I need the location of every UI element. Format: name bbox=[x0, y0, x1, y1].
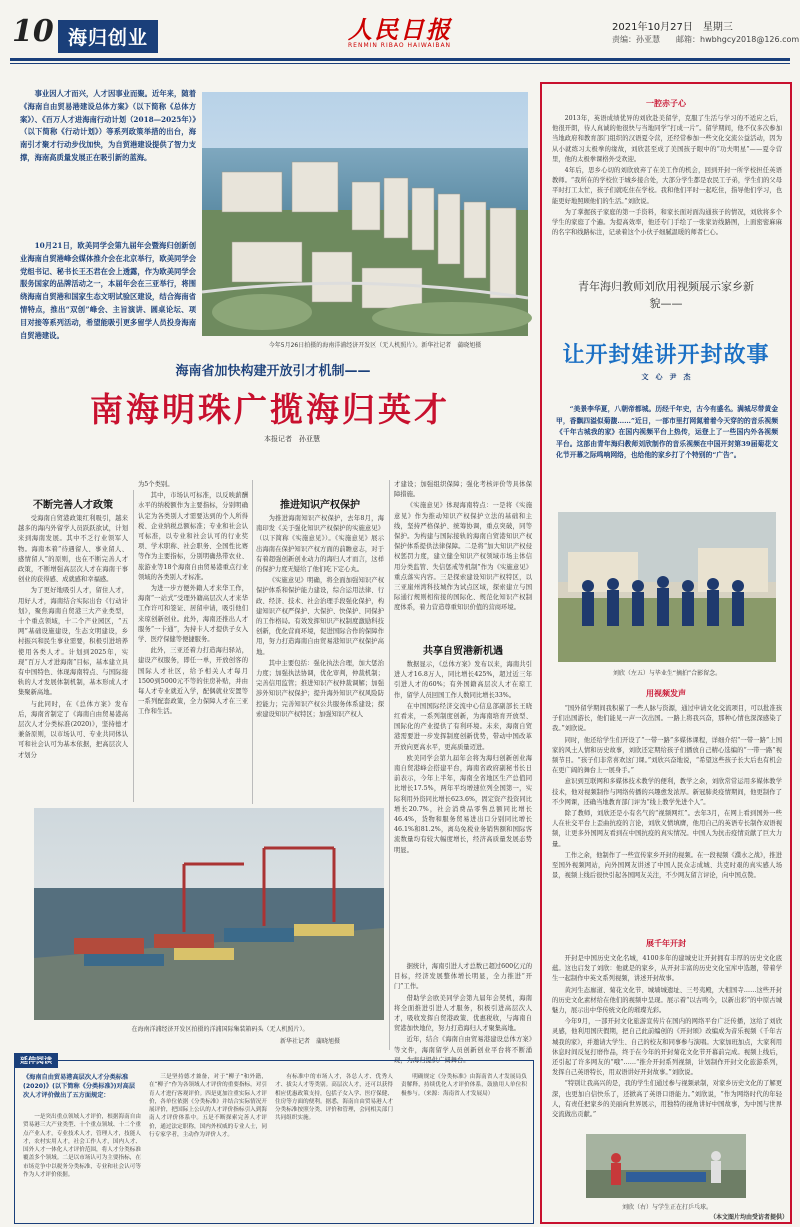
sidebar-paragraph: 黄河生态廊道、菊花文化节、城墙城遗址、三号夷殿，大相国寺……这些开封的历史文化素材给在他们的视频中呈现。展示着“以古鸣今，以新出彩”的中原古城魅力，展示出中华传统文化的璀璨光彩。 bbox=[552, 986, 782, 1015]
sidebar-paragraph: 同时，他还给学生们开设了“一带一路”多媒体课程，详细介绍“一带一路”上国家的风土人情和历史故事，刘欣还定期给孩子们播放自己精心选编的“一带一路”视频节目。“孩子们非常喜欢这门课。”刘欣兴奋地说，“希望这些孩子长大后也有机会在更广阔的舞台上一展身手。” bbox=[552, 736, 782, 775]
editor-line: 责编：孙亚慧 邮箱：hwbhgcy2018@126.com bbox=[612, 35, 800, 44]
body-paragraph: 《实施意见》体现海南特点：一是将《实施意见》作为推动知识产权保护立法的基础和主线，坚持严格保护、统筹协调，重点突破，同等保护。为构建与国际接轨的海南自贸港知识产权保护体系提供法律保障。二是将“加大知识产权侵权惩罚力度，建立健全知识产权领域市场主体信用分类监管、失信惩戒等机制”作为《实施意见》重点落实内容。三是探索建设知识产权特区，以三亚崖州湾科技城作为试点区域，探索建立与国际通行规则相衔接的国际化、规范化知识产权制度体系，着力营造尊重知识价值的营商环境。 bbox=[394, 502, 532, 612]
sidebar-section3-title: 展千年开封 bbox=[646, 939, 686, 948]
sidebar-section2-title: 用视频发声 bbox=[646, 689, 686, 698]
column-rule bbox=[133, 490, 134, 802]
appendix-paragraph: 一是突出重点领域人才评价，根据海南自由贸易港三大产业类型、十个重点领域、十二个重点产业人才，专业技术人才，管理人才，技能人才，农村实用人才，社会工作人才，国内人才、国外人才一体化人才评价范围，将人才分类标准覆盖多个领域。二是以市场认可为主要指标，在市场竞争中以税务分类标准，专业和社会认可等作为人才评价依据。 bbox=[23, 1114, 141, 1179]
sidebar-paragraph: 除了教师，刘欣还是小有名气的“视频网红”。去年3月，在网上看到国外一些人在社交平台上歪曲抗疫的言论，刘欣义愤填膺，他用自己的英语专长制作双语视频，让更多外国网友看到在中国抗疫的真实情况。中国人为抗击疫情贡献了巨大力量。 bbox=[552, 810, 782, 848]
lead-photo bbox=[202, 92, 528, 336]
appendix-col-4 bbox=[401, 1073, 527, 1219]
sidebar-s2 bbox=[552, 704, 782, 936]
section3-title: 共享自贸港新机遇 bbox=[423, 646, 503, 657]
group-photo-image bbox=[558, 512, 776, 662]
body-paragraph: 在中国国际经济交流中心信息部副部长王晓红看来，一系列制度创新，为海南培育开放型、国际化的产业提供了有利环境。未来，海南自贸港需要进一步发挥制度创新优势，带动中国改革开放向更高水平，更高质量迈进。 bbox=[394, 702, 532, 751]
column-rule bbox=[389, 480, 390, 1050]
sidebar-paragraph: 今年9月，一部开封文化旅游宣传片在国内的网络平台广泛传播，这给了刘欣灵感，他利用国庆假期，把自己此前编创的《开封颂》改编成为音乐视频《千年古城我的家》，并邀请大学生、自己的校友和同事参与演唱。大家加班加点，大家利用休息时间反复打磨作品，终于在今年的开封菊花文化节开幕前完成。视频上线后，还引起了许多网友的“哦”……“推介开封系列视频，计划制作开封文化旅游系列，发挥自己英语特长，用双语讲好开封故事。”刘欣说。 bbox=[552, 1018, 782, 1077]
body-paragraph: 为进一步方便外籍人才来华工作，海南“一站式”受理外籍高层次人才来华工作许可和签证、居留申请，吸引他们来琼创新创业。此外，海南还推出人才服务“一卡通”，为持卡人才提供子女入学、医疗保健等便捷服务。 bbox=[138, 585, 248, 644]
sidebar-paragraph: “特别让我高兴的是，我的学生们通过参与视频录制，对家乡历史文化的了解更深，也更加自信快乐了，还掀高了英语口语能力。”刘欣说，“作为网络时代的年轻人，有责任把家乡的美丽向世界展示，用独特的视角讲好中国故事，为中国与世界交流做出贡献。” bbox=[552, 1080, 782, 1119]
body-col-5 bbox=[394, 962, 532, 1064]
sidebar-headline: 让开封娃讲开封故事 bbox=[562, 342, 770, 368]
sidebar-paragraph: 2013年，英语成绩优异的刘欣赴美留学，克服了生活与学习的不适应之后，他很开朗，待人真诚的他很快与当地同学“打成一片”。留学期间，他不仅多次参加当地政府和教育部门组织的汉语夏令营，还经常参加一些文化交流公益活动，因为从小就练习太极拳的缘故，刘欣甚至成了美国孩子眼中的“功夫明星”——夏令营里，他的太极拳课格外受欢迎。 bbox=[552, 115, 782, 163]
body-paragraph: 借助学会欧美同学会第九届年会契机，海南将全面推进引进人才服务，积极引进高层次人才，吸收发挥自贸港政策、优惠税收，与海南自贸港加快地位，努力打造海归人才聚集高地。 bbox=[394, 994, 532, 1033]
header-rule-thin bbox=[10, 63, 790, 64]
body-paragraph: 其中，市场认可标准，以反映薪酬水平的纳税额作为主要指标，分别明确认定为各类别人才需要达到的个人所得税、企业纳税总额标准；专业和社会认可标准，以专业和社会认可的行业奖项、学术职称、社会职务、全国性比赛等作为主要指标，分别明确热带农业、旅游业等18个海南自由贸易港重点行业领域的各类别人才标准。 bbox=[138, 492, 248, 581]
aerial-city-image bbox=[202, 92, 528, 336]
appendix-col-3 bbox=[275, 1073, 393, 1219]
body-col-2 bbox=[138, 480, 248, 804]
sidebar-paragraph: 意识到互联网和多媒体技术教学的便利，教学之余，刘欣常常运用多媒体教学技术，他对视频制作与网络传播的兴趣愈发浓厚。新冠肺炎疫情期间，他更制作了不少网课，还确当地教育部门评为“线上教学先进个人”。 bbox=[552, 778, 782, 806]
sidebar-paragraph: “国外留学期间我积累了一些人脉与资源，通过申请文化交流项目，可以批准孩子们出国游长，他们能见一声一次出国。一路上将我兴奋，那种心情也深深感染了我。”刘欣说。 bbox=[552, 705, 782, 733]
body-paragraph: 此外，三亚还着力打造海归驿站，建设产权服务，即任一单，开放创客的国际人才社区，给予相关人才每月1500到5000元不等的住房补贴，并由每人才专业就近入学，配偶就业安置等一系列配套政策，全力保障人才在三亚工作和生活。 bbox=[138, 647, 248, 716]
body-col-3 bbox=[256, 514, 384, 804]
body-paragraph: 为推进海南知识产权保护，去年8月，海南印发《关于强化知识产权保护的实施意见》（以下简称《实施意见》）。《实施意见》展示出海南在保护知识产权方面的前瞻意志，对于有着超强创新创业动力的海归人才而言，这样的保护力度无疑给了他们吃下定心丸。 bbox=[256, 515, 384, 574]
sidebar-photo-2 bbox=[586, 1134, 746, 1198]
section-title: 海归创业 bbox=[58, 20, 158, 53]
body-paragraph: 为5个类别。 bbox=[138, 481, 174, 488]
sidebar-box bbox=[540, 82, 792, 1224]
sidebar-s3 bbox=[552, 954, 782, 1132]
lead-kicker: 海南省加快构建开放引才机制—— bbox=[175, 364, 371, 379]
lead-headline: 南海明珠广揽海归英才 bbox=[90, 390, 450, 429]
sidebar-section1-title: 一腔赤子心 bbox=[646, 99, 686, 108]
port-photo-caption: 在海南洋浦经济开发区拍摄的洋浦国际集装箱码头（无人机照片）。 bbox=[131, 1026, 309, 1033]
body-paragraph: 据统计，海南引进人才总数已超过600亿元的目标，经济发展整体增长明显，全力推进“开门”工作。 bbox=[394, 963, 532, 991]
sidebar-photo bbox=[558, 512, 776, 662]
lead-photo-caption: 今年5月26日拍摄的海南洋浦经济开发区（无人机照片）。新华社记者 蒲晓旭摄 bbox=[268, 342, 482, 349]
body-paragraph: 欧美同学会第九届年会将为海归创新创业海南自贸港峰会搭建平台，海南省政府副秘书长日前表示，今年上半年，海南全省地区生产总值同比增长17.5%，两年平均增速位列全国第一，实际利用外资同比增长623.6%，固定资产投资同比增长20.7%，社会消费品零售总额同比增长46.4%，货物和服务贸易进出口分别同比增长46.1%和81.2%，离岛免税业务销售额和国际客流数量均有较大幅度增长，经济高质量发展态势明显。 bbox=[394, 754, 532, 854]
pingpong-photo-image bbox=[586, 1134, 746, 1198]
column-rule bbox=[252, 480, 253, 804]
body-col-1 bbox=[18, 514, 128, 804]
page-number: 10 bbox=[12, 14, 54, 49]
sidebar-photo2-caption: 刘欣（右）与学生正在打乒乓球。 bbox=[621, 1204, 712, 1211]
page-header bbox=[0, 0, 800, 72]
port-photo bbox=[34, 808, 384, 1020]
appendix-box bbox=[14, 1060, 534, 1224]
appendix-col-1 bbox=[23, 1113, 141, 1219]
body-paragraph: 与此同时，在《总体方案》发布后，海南省制定了《海南自由贸易港高层次人才分类标准(2020)》，坚持德才兼备原则，以市场认可、专业共同体认可和社会认可为基本依据，把高层次人才划分 bbox=[18, 700, 128, 759]
section2-title: 推进知识产权保护 bbox=[280, 500, 360, 511]
masthead-logo: 人民日报 bbox=[348, 15, 452, 44]
appendix-paragraph: 三是坚持德才兼备，对于“柳子”和外籍，在“柳子”作为各领域人才评价的重要指标，对引育人才进行客观评价。四是更加注重实际人才评价，各单位依据《分类标准》并结合实际情况开展评价，把国际上公认的人才评价指标引入到海南人才评价体系中。五是不断探索完善人才评价，通过法定职称，国内外权威的专业人士，同行专家学者，主动作为评价人才。 bbox=[149, 1074, 267, 1139]
appendix-col-2 bbox=[149, 1073, 267, 1219]
sidebar-paragraph: 工作之余，他制作了一些宣传家乡开封的视频。在一段视频《濮水之战》，推进至国外视频网站，向外国网友讲述了中国人民众志成城、共克时艰的真实感人场景，视频上线后很快引起各国网友关注，不少网友留言评论，向中国点赞。 bbox=[552, 851, 782, 880]
sidebar-byline: 文 心 尹 杰 bbox=[641, 373, 691, 381]
sidebar-paragraph: 4年后，思乡心切的刘欣放弃了在美工作的机会，回到开封一所学校担任英语教师。“我所在的学校位于城乡接合处，大部分学生都是农民工子弟，学生们的父母平时打工太忙，孩子们就吃住在学校。我和他们平时一起吃住，指导他们学习，也能更好地照顾他们的生活。”刘欣说。 bbox=[552, 167, 782, 205]
sidebar-paragraph: 为了掌握孩子家庭的第一手资料，和家长面对面沟通孩子的情况，刘欣将多个学生的家庭了个遍。为提高效率，他还专门手绘了一张家访线路图，上面密密麻麻的名字和线路标注，记录着这个小伙子细腻温暖的师者仁心。 bbox=[552, 208, 782, 237]
appendix-title: 《海南自由贸易港高层次人才分类标准(2020)》(以下简称《分类标准》)对高层次人才评价做出了五方面规定： bbox=[23, 1074, 136, 1099]
body-paragraph: 受海南自贸港政策红利吸引，越来越多的海内外留学人员跃跃欲试，计划来到海南发展。其中不乏行业领军人物。海南本着“待遇留人、事业留人、感情留人”的原则，也在不断完善人才政策，不断增强高层次人才在海南干事创业的获得感、成就感和幸福感。 bbox=[18, 515, 128, 584]
sidebar-photo-credit: （本文图片均由受访者提供） bbox=[709, 1214, 788, 1221]
body-paragraph: 数据显示，《总体方案》发布以来，海南共引进人才16.8万人，同比增长425%，超过近三年引进人才的60%；有外国籍高层次人才在琼工作，留学人员回国工作人数同比增长33%。 bbox=[394, 661, 532, 699]
header-rule bbox=[10, 58, 790, 61]
body-paragraph: 才建设；加强组织保障；强化考核评价等具体保障措施。 bbox=[394, 481, 532, 499]
body-col-4 bbox=[394, 480, 532, 630]
body-col-4b bbox=[394, 660, 532, 960]
appendix-paragraph: 明确规定《分类标准》由海南省人才发展局负责解释，持续优化人才评价体系，鼓励用人单位积极参与。（来源：海南省人才发展局） bbox=[401, 1074, 527, 1097]
appendix-tag: 延伸阅读 bbox=[14, 1053, 58, 1068]
port-photo-credit: 新华社记者 蒲晓旭摄 bbox=[279, 1038, 340, 1045]
body-paragraph: 为了更好地吸引人才，留住人才，用好人才，海南结合实际出台《行动计划》，聚焦海南自贸港三大产业类型，十个重点领域，十二个产业园区，“五网”基础设施建设，生态文明建设，乡村振兴和民生事业需要，积极引进培养使用各类人才。计划到2025年，实现“百万人才进海南”目标，基本建立具有中国特色、体现海南特点、与国际接轨的人才发展体制机制，基本形成人才集聚新高地。 bbox=[18, 587, 128, 697]
lead-byline: 本报记者 孙亚慧 bbox=[264, 435, 320, 443]
sidebar-intro: “美景李华夏，八朝帝都城。历经千年史，古今有盛名。满城尽带黄金甲，香飘四溢似菊馥……”近日，一部市里打网氮着着今天穿的的音乐视频《千年古城我的家》在国内视频平台上热传，运登上了一些国内外各视频平台。这部由青年海归教师刘欣制作的音乐视频在中国开封第39届菊花文化节开幕之际鸣响网络，也给他的家乡打了个特别的“广告”。 bbox=[556, 405, 778, 459]
body-paragraph: 近年，结合《海南自由贸易港建设总体方案》等文件，海南留学人员创新创业平台将不断涌现，为海归提供广阔舞台。 bbox=[394, 1036, 532, 1064]
body-paragraph: 其中主要包括：强化执法合理，加大惩治力度；加强执法协调，优化审判，仲裁机制；完善信用监管；推进知识产权仲裁调解；加强涉外知识产权保护；提升海外知识产权风险防控能力；完善知识产权公共服务体系建设；探索建设知识产权特区；加强知识产权人 bbox=[256, 659, 384, 718]
masthead-pinyin: RENMIN RIBAO HAIWAIBAN bbox=[348, 42, 452, 49]
issue-date: 2021年10月27日 星期三 bbox=[612, 22, 733, 33]
body-paragraph: 《实施意见》明确，将全面加强知识产权保护体系和保护能力建设，综合运用法律、行政、经济、技术、社会治理手段强化保护，构建知识产权严保护、大保护、快保护、同保护的工作格局。有效发挥知识产权制度激励科技创新，优化营商环境，促进国际合作的保障作用，努力打造海南自由贸易港知识产权保护高地。 bbox=[256, 577, 384, 656]
lead-intro-2: 10月21日，欧美同学会第九届年会暨海归创新创业海南自贸港峰会媒体推介会在北京举行，欧美同学会党组书记、秘书长王丕君在会上透露，作为欧美同学会服务国家的品牌活动之一，本届年会在三亚举行，将围绕海南自贸港和国家生态文明试验区建设，结合海南省情特点，推出“双创”峰会、主旨演讲、圆桌论坛、项目对接等系列活动，希望能吸引更多留学人员投身海南自贸港建设。 bbox=[20, 241, 196, 340]
appendix-paragraph: 有标准中的市场人才，各总人才、优秀人才、拔尖人才等类别。高层次人才，还可以获得相应优惠政策支持，包括子女入学、医疗保健、住房等方面的便利。据悉，海南自由贸易港人才分类标准按照分类、评价和管理，会同相关部门共同组织实施。 bbox=[275, 1074, 393, 1122]
sidebar-kicker: 青年海归教师刘欣用视频展示家乡新貌—— bbox=[578, 280, 754, 310]
section1-title: 不断完善人才政策 bbox=[33, 500, 113, 511]
sidebar-paragraph: 开封是中国历史文化名城，4100多年的建城史让开封拥有丰厚的历史文化底蕴。这也启发了刘欣：他就是的家乡，从开封丰富的历史文化宝库中选题，带着学生一起制作中英文系列视频，讲述开封故事。 bbox=[552, 955, 782, 983]
lead-intro: 事业因人才而兴，人才因事业而聚。近年来，随着《海南自由贸易港建设总体方案》（以下简称《总体方案》）、《百万人才进海南行动计划（2018—2025年）》（以下简称《行动计划》）等系列政策举措的出台，海南引才聚才行动步伐加快，为自贸港建设提供了智力支撑，海南高质量发展正在吸引新的蓝海。 bbox=[20, 89, 196, 162]
sidebar-photo-caption: 刘欣（左五）与毕业生“摘拍”合影留念。 bbox=[612, 670, 722, 677]
container-port-image bbox=[34, 808, 384, 1020]
